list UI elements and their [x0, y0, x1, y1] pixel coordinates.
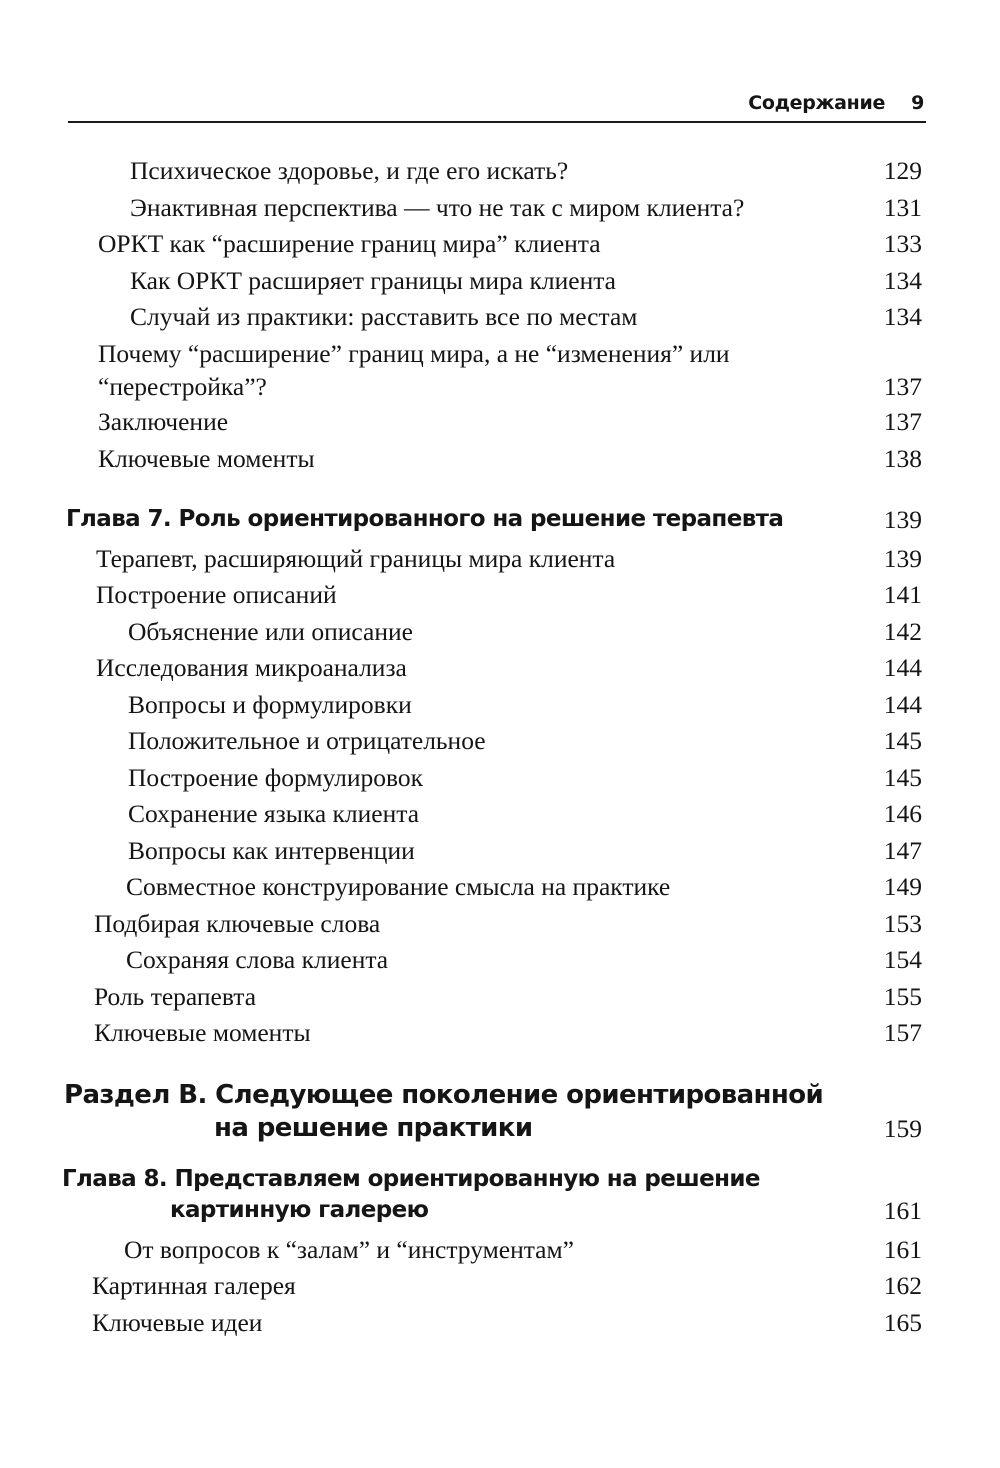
chapter-title-line1: Глава 8. Представляем ориентированную на решение: [62, 1166, 760, 1192]
toc-page: 138: [883, 444, 922, 473]
toc-entry[interactable]: Картинная галерея 162: [92, 1271, 922, 1300]
toc-entry[interactable]: Исследования микроанализа 144: [96, 653, 922, 682]
chapter-heading[interactable]: [62, 1164, 922, 1226]
header-rule: [68, 121, 926, 123]
running-header: [748, 92, 924, 114]
toc-page: 129: [883, 156, 922, 185]
toc-page: 144: [883, 653, 922, 682]
header-title: Содержание: [748, 92, 886, 114]
toc-page: 139: [883, 505, 922, 534]
toc-page: 139: [883, 544, 922, 573]
toc-page: 141: [883, 580, 922, 609]
toc-entry[interactable]: Положительное и отрицательное 145: [128, 726, 922, 755]
toc-entry[interactable]: Заключение 137: [98, 407, 922, 436]
toc-entry[interactable]: Сохранение языка клиента 146: [128, 799, 922, 828]
toc-entry[interactable]: Построение описаний 141: [96, 580, 922, 609]
section-title-line2: на решение практики: [214, 1113, 533, 1143]
toc-page: 134: [883, 302, 922, 331]
toc-entry[interactable]: Объяснение или описание 142: [128, 617, 922, 646]
toc-entry[interactable]: Почему “расширение” границ мира, а не “изменения” или “перестройка”? 137: [98, 339, 922, 401]
chapter-title: Глава 7. Роль ориентированного на решение терапевта: [66, 506, 784, 532]
toc-page: 145: [883, 763, 922, 792]
toc-page: 134: [883, 266, 922, 295]
toc-page: 155: [883, 982, 922, 1011]
toc-page: 131: [883, 193, 922, 222]
toc-entry[interactable]: Психическое здоровье, и где его искать? 129: [130, 156, 922, 185]
toc-entry[interactable]: Ключевые моменты 138: [98, 444, 922, 473]
toc-entry[interactable]: Ключевые моменты 157: [94, 1018, 922, 1047]
toc-entry[interactable]: Построение формулировок 145: [128, 763, 922, 792]
toc-page: 154: [883, 945, 922, 974]
toc-page: 159: [883, 1114, 922, 1143]
section-title-line1: Раздел В. Следующее поколение ориентированной: [64, 1080, 824, 1110]
toc-page: 142: [883, 617, 922, 646]
chapter-title-line2: картинную галерею: [170, 1197, 429, 1223]
toc-page: 144: [883, 690, 922, 719]
toc-page: 137: [883, 372, 922, 401]
toc-entry[interactable]: Вопросы как интервенции 147: [128, 836, 922, 865]
toc-entry[interactable]: Роль терапевта 155: [94, 982, 922, 1011]
toc-entry[interactable]: ОРКТ как “расширение границ мира” клиента 133: [98, 229, 922, 258]
toc-entry[interactable]: Подбирая ключевые слова 153: [94, 909, 922, 938]
toc-page: 149: [883, 872, 922, 901]
toc-entry[interactable]: Сохраняя слова клиента 154: [126, 945, 922, 974]
section-heading[interactable]: [64, 1079, 922, 1145]
toc-page: 133: [883, 229, 922, 258]
toc-page: 161: [883, 1235, 922, 1264]
chapter-heading[interactable]: [66, 504, 922, 535]
toc-entry[interactable]: Ключевые идеи 165: [92, 1308, 922, 1337]
toc-entry[interactable]: Совместное конструирование смысла на практике 149: [126, 872, 922, 901]
toc-page: 145: [883, 726, 922, 755]
toc-entry[interactable]: Вопросы и формулировки 144: [128, 690, 922, 719]
toc-page: 162: [883, 1271, 922, 1300]
toc-page: 147: [883, 836, 922, 865]
toc-entry[interactable]: Энактивная перспектива — что не так с миром клиента? 131: [130, 193, 922, 222]
toc-page: 161: [883, 1196, 922, 1225]
toc-page: 157: [883, 1018, 922, 1047]
toc-entry[interactable]: Терапевт, расширяющий границы мира клиента 139: [96, 544, 922, 573]
toc-page: 165: [883, 1308, 922, 1337]
toc-entry[interactable]: Как ОРКТ расширяет границы мира клиента 134: [130, 266, 922, 295]
toc-page: 153: [883, 909, 922, 938]
toc-entry[interactable]: Случай из практики: расставить все по местам 134: [130, 302, 922, 331]
header-page-number: 9: [911, 92, 924, 114]
toc-entry[interactable]: От вопросов к “залам” и “инструментам” 161: [124, 1235, 922, 1264]
toc-page: 146: [883, 799, 922, 828]
toc-page: 137: [883, 407, 922, 436]
